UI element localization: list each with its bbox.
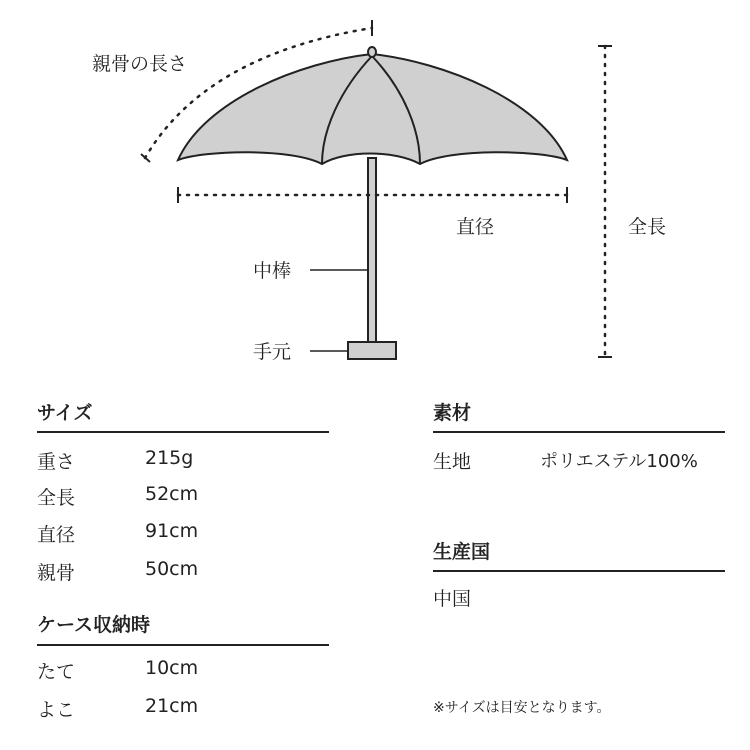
origin-country: 中国 xyxy=(433,588,472,610)
diameter-label: 直径 xyxy=(456,216,495,238)
shaft-label: 中棒 xyxy=(253,260,292,282)
size-section-title: サイズ xyxy=(37,402,93,424)
material-section-rule xyxy=(433,431,725,433)
case-section-title: ケース収納時 xyxy=(37,614,151,636)
spec-value-weight: 215g xyxy=(145,447,194,469)
spec-label-rib: 親骨 xyxy=(37,562,76,584)
spec-value-total-length: 52cm xyxy=(145,483,199,505)
handle-label: 手元 xyxy=(253,341,292,363)
origin-section-title: 生産国 xyxy=(433,541,491,563)
case-label-width: よこ xyxy=(37,699,76,721)
spec-label-diameter: 直径 xyxy=(37,524,76,546)
material-section-title: 素材 xyxy=(433,402,472,424)
case-label-height: たて xyxy=(37,661,76,683)
spec-value-rib: 50cm xyxy=(145,558,199,580)
origin-section-rule xyxy=(433,570,725,572)
spec-label-total-length: 全長 xyxy=(37,487,76,509)
size-disclaimer-note: ※サイズは目安となります。 xyxy=(433,700,611,716)
case-value-width: 21cm xyxy=(145,695,199,717)
material-value-fabric: ポリエステル100% xyxy=(540,451,698,472)
umbrella-handle xyxy=(348,342,396,359)
spec-value-diameter: 91cm xyxy=(145,520,199,542)
case-section-rule xyxy=(37,644,329,646)
umbrella-tip xyxy=(368,47,376,57)
spec-label-weight: 重さ xyxy=(37,451,76,473)
material-label-fabric: 生地 xyxy=(433,451,472,473)
case-value-height: 10cm xyxy=(145,657,199,679)
rib-length-label: 親骨の長さ xyxy=(92,53,188,75)
umbrella-shaft xyxy=(368,158,376,342)
size-section-rule xyxy=(37,431,329,433)
total-length-label: 全長 xyxy=(628,216,667,238)
